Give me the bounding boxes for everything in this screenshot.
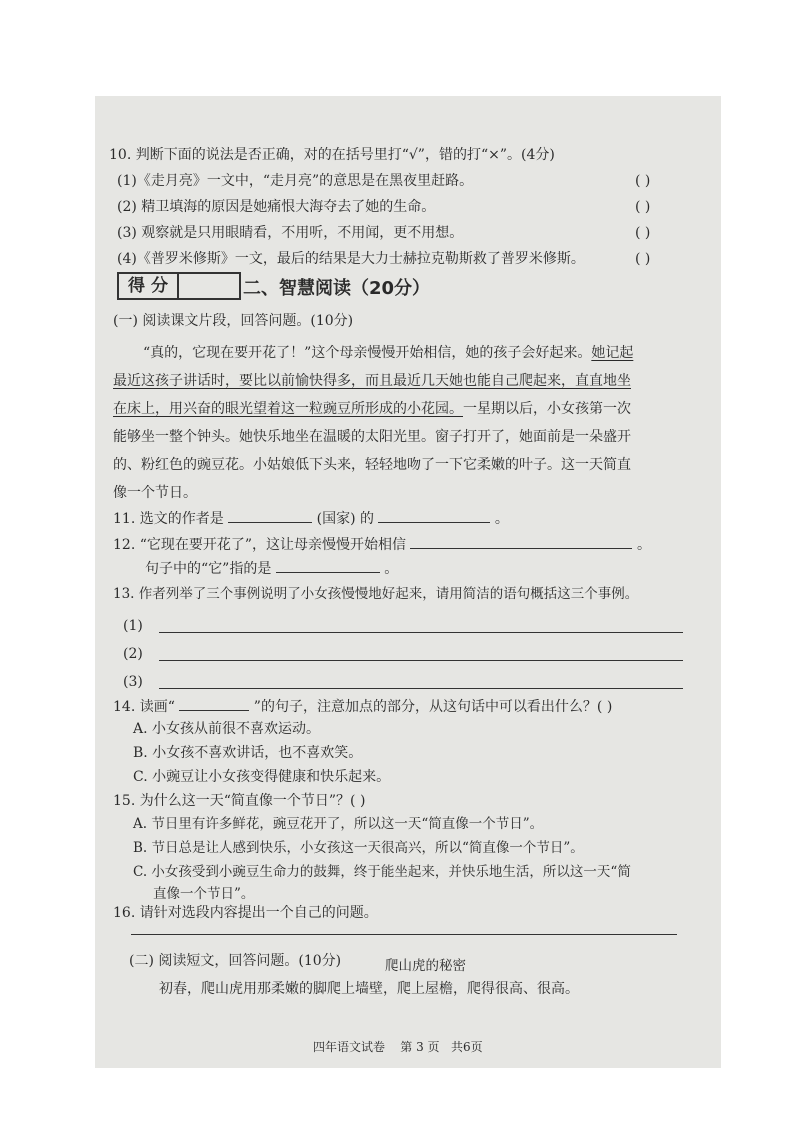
q14-option-b[interactable]: B. 小女孩不喜欢讲话，也不喜欢笑。 bbox=[133, 745, 363, 761]
q14-option-a[interactable]: A. 小女孩从前很不喜欢运动。 bbox=[133, 721, 321, 737]
section-2-title: 二、智慧阅读（20分） bbox=[243, 278, 431, 299]
q10-stem: 10. 判断下面的说法是否正确，对的在括号里打“√”，错的打“×”。(4分) bbox=[109, 147, 555, 163]
q12-end-2: 。 bbox=[384, 561, 399, 577]
q10-item-4: (4)《普罗米修斯》一文，最后的结果是大力士赫拉克勒斯救了普罗米修斯。 bbox=[117, 251, 585, 267]
passage-line-4: 能够坐一整个钟头。她快乐地坐在温暖的太阳光里。窗子打开了，她面前是一朵盛开 bbox=[113, 429, 631, 445]
passage-underlined: 最近这孩子讲话时，要比以前愉快得多，而且最近几天她也能自己爬起来，直直地坐 bbox=[113, 373, 631, 389]
passage-line-1 bbox=[143, 342, 633, 362]
exam-sheet bbox=[95, 96, 721, 1068]
q10-paren-2[interactable]: ( ) bbox=[635, 199, 651, 215]
q14-stem bbox=[113, 696, 612, 716]
q11-text-c: 。 bbox=[494, 511, 509, 527]
q16-stem: 16. 请针对选段内容提出一个自己的问题。 bbox=[113, 905, 378, 921]
part1-heading: (一) 阅读课文片段，回答问题。(10分) bbox=[113, 313, 354, 329]
q15-option-b[interactable]: B. 节日总是让人感到快乐，小女孩这一天很高兴，所以“简直像一个节日”。 bbox=[133, 840, 584, 856]
q12-end: 。 bbox=[636, 537, 651, 553]
q11 bbox=[113, 508, 509, 528]
q14-option-c[interactable]: C. 小豌豆让小女孩变得健康和快乐起来。 bbox=[133, 769, 391, 785]
passage-line-5: 的、粉红色的豌豆花。小姑娘低下头来，轻轻地吻了一下它柔嫩的叶子。这一天简直 bbox=[113, 457, 631, 473]
q10-paren-3[interactable]: ( ) bbox=[635, 225, 651, 241]
q16-answer-line[interactable] bbox=[131, 934, 677, 935]
q10-paren-4[interactable]: ( ) bbox=[635, 251, 651, 267]
q14-text-a: 14. 读画“ bbox=[113, 699, 175, 715]
passage-line-2 bbox=[113, 370, 631, 390]
passage-line-3 bbox=[113, 398, 631, 418]
q12-blank-1[interactable] bbox=[410, 547, 632, 549]
q11-blank-work[interactable] bbox=[378, 521, 490, 523]
score-label: 得 分 bbox=[119, 274, 179, 298]
q13-label-1: (1) bbox=[123, 618, 143, 634]
passage-text: 一星期以后，小女孩第一次 bbox=[463, 401, 631, 417]
passage-text: “真的，它现在要开花了！”这个母亲慢慢开始相信，她的孩子会好起来。 bbox=[143, 345, 592, 361]
q10-item-3: (3) 观察就是只用眼睛看，不用听，不用闻，更不用想。 bbox=[117, 225, 464, 241]
part2-title: 爬山虎的秘密 bbox=[385, 958, 466, 974]
q10-paren-1[interactable]: ( ) bbox=[635, 173, 651, 189]
q13-answer-line-2[interactable] bbox=[159, 660, 683, 661]
q13-stem: 13. 作者列举了三个事例说明了小女孩慢慢地好起来，请用简洁的语句概括这三个事例。 bbox=[113, 586, 639, 602]
q12-line-2 bbox=[145, 558, 398, 578]
q12-text: 12. “它现在要开花了”，这让母亲慢慢开始相信 bbox=[113, 537, 407, 553]
passage-underlined: 在床上，用兴奋的眼光望着这一粒豌豆所形成的小花园。 bbox=[113, 401, 463, 417]
score-box[interactable] bbox=[117, 272, 241, 300]
q11-blank-author[interactable] bbox=[228, 521, 312, 523]
q15-option-a[interactable]: A. 节日里有许多鲜花，豌豆花开了，所以这一天“简直像一个节日”。 bbox=[133, 816, 544, 832]
footer-total: 共6页 bbox=[451, 1040, 483, 1054]
passage-underlined: 她记起 bbox=[591, 345, 634, 361]
q11-text-b: (国家) 的 bbox=[316, 511, 374, 527]
q11-text-a: 11. 选文的作者是 bbox=[113, 511, 224, 527]
footer-name: 四年语文试卷 bbox=[313, 1040, 386, 1054]
q15-option-c[interactable]: C. 小女孩受到小豌豆生命力的鼓舞，终于能坐起来，并快乐地生活，所以这一天“简 bbox=[133, 864, 631, 880]
q12-text-2: 句子中的“它”指的是 bbox=[145, 561, 272, 577]
q13-label-3: (3) bbox=[123, 674, 143, 690]
q10-item-1: (1)《走月亮》一文中，“走月亮”的意思是在黑夜里赶路。 bbox=[117, 173, 474, 189]
footer-page: 第 3 页 bbox=[400, 1040, 440, 1054]
part2-heading: (二) 阅读短文，回答问题。(10分) bbox=[129, 953, 342, 969]
q12-line-1 bbox=[113, 534, 651, 554]
q14-blank[interactable] bbox=[179, 709, 249, 711]
q13-answer-line-3[interactable] bbox=[159, 688, 683, 689]
q15-stem: 15. 为什么这一天“简直像一个节日”？( ) bbox=[113, 793, 366, 809]
q13-answer-line-1[interactable] bbox=[159, 632, 683, 633]
footer bbox=[313, 1038, 483, 1055]
q14-text-b: ”的句子，注意加点的部分，从这句话中可以看出什么？( ) bbox=[253, 699, 613, 715]
part2-first-line: 初春，爬山虎用那柔嫩的脚爬上墙壁，爬上屋檐，爬得很高、很高。 bbox=[159, 981, 579, 997]
passage-line-6: 像一个节日。 bbox=[113, 485, 197, 501]
q10-item-2: (2) 精卫填海的原因是她痛恨大海夺去了她的生命。 bbox=[117, 199, 436, 215]
q15-option-c-cont: 直像一个节日”。 bbox=[153, 886, 255, 902]
q13-label-2: (2) bbox=[123, 646, 143, 662]
q12-blank-2[interactable] bbox=[276, 571, 380, 573]
